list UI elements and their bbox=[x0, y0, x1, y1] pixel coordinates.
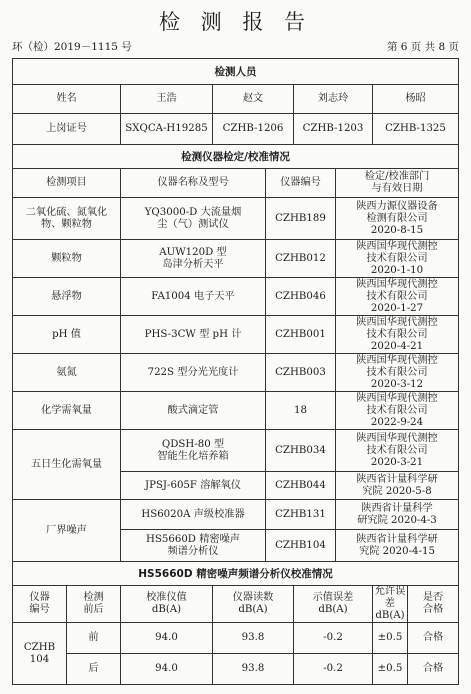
cert-number: CZHB-1325 bbox=[373, 114, 459, 145]
person-name: 王浩 bbox=[121, 85, 213, 114]
instrument-number: CZHB034 bbox=[266, 430, 336, 472]
col-header-cal-value bbox=[121, 586, 213, 623]
calibration-dept-line: 技术有限公司 bbox=[366, 328, 428, 340]
col-header-phase-line: 前后 bbox=[83, 604, 104, 615]
instrument-name-line: QDSH-80 型 bbox=[161, 438, 225, 450]
calibration-dept-line: 陕西省计量科学 bbox=[361, 502, 433, 514]
calibration-dept-line: 技术有限公司 bbox=[366, 252, 428, 264]
instrument-no-line: CZHB bbox=[23, 641, 56, 653]
calibration-dept-line: 陕西国华现代测控 bbox=[356, 316, 438, 328]
calibration-row bbox=[13, 430, 459, 472]
test-item: 颗粒物 bbox=[13, 240, 121, 278]
instrument-name-line: AUW120D 型 bbox=[159, 246, 227, 258]
calibration-row bbox=[13, 500, 459, 530]
instrument-no-line: 104 bbox=[29, 653, 50, 665]
cert-number: CZHB-1203 bbox=[294, 114, 373, 145]
calibration-dept-line: 究院 2020-4-15 bbox=[359, 545, 435, 557]
person-name: 杨昭 bbox=[373, 85, 459, 114]
calibration-dept-line: 研究院 2020-4-3 bbox=[357, 514, 437, 526]
instrument-name: HS6020A 声级校准器 bbox=[121, 500, 266, 530]
col-header-cal-value-line: dB(A) bbox=[151, 604, 182, 615]
test-item: 化学需氧量 bbox=[13, 392, 121, 430]
cal-value: 94.0 bbox=[121, 654, 213, 685]
name-label: 姓名 bbox=[13, 85, 121, 114]
calibration-dept-line: 技术有限公司 bbox=[366, 404, 428, 416]
qualified: 合格 bbox=[408, 623, 459, 654]
instrument-name-line: 频谱分析仪 bbox=[167, 545, 219, 557]
col-header-error-line: dB(A) bbox=[318, 604, 348, 615]
instrument-name bbox=[121, 430, 266, 472]
calibration-dept-line: 陕西国华现代测控 bbox=[356, 278, 438, 290]
calibration-dept-line: 2022-9-24 bbox=[370, 416, 424, 428]
phase: 前 bbox=[67, 623, 121, 654]
instrument-number: CZHB003 bbox=[266, 354, 336, 392]
instrument-name: FA1004 电子天平 bbox=[121, 278, 266, 316]
calibration-dept-line: 陕西省计量科学研 bbox=[356, 533, 438, 545]
calibration-dept bbox=[336, 500, 459, 530]
page-info: 第 6 页 共 8 页 bbox=[386, 41, 459, 53]
phase: 后 bbox=[67, 654, 121, 685]
calibration-dept-line: 究院 2020-5-8 bbox=[362, 485, 432, 497]
calibration-dept-line: 2020-1-27 bbox=[370, 302, 424, 314]
allowed-error: ±0.5 bbox=[373, 623, 408, 654]
instrument-name-line: 岛津分析天平 bbox=[162, 258, 224, 270]
dept-header-line: 检定/校准部门 bbox=[364, 171, 430, 182]
col-header-instrument: 仪器名称及型号 bbox=[121, 169, 266, 198]
calibration-row bbox=[13, 278, 459, 316]
calibration-dept-line: 技术有限公司 bbox=[366, 290, 428, 302]
test-item: 五日生化需氧量 bbox=[13, 430, 121, 500]
instrument-name-line: YQ3000-D 大流量烟 bbox=[144, 206, 242, 218]
dept-header-line: 与有效日期 bbox=[371, 183, 423, 194]
instrument-number: 18 bbox=[266, 392, 336, 430]
allowed-error: ±0.5 bbox=[373, 654, 408, 685]
instrument-number: CZHB044 bbox=[266, 472, 336, 500]
calibration-dept-line: 2020-3-21 bbox=[370, 456, 424, 468]
test-item-line: 物、颗粒物 bbox=[41, 218, 92, 230]
test-item: 悬浮物 bbox=[13, 278, 121, 316]
calibration-dept bbox=[336, 472, 459, 500]
col-header-reading bbox=[213, 586, 294, 623]
report-number: 环（检）2019－1115 号 bbox=[12, 41, 132, 53]
instrument-number: CZHB104 bbox=[266, 530, 336, 562]
col-header-error bbox=[294, 586, 373, 623]
col-header-ok-line: 是否 bbox=[422, 592, 444, 603]
calibration-dept bbox=[336, 198, 459, 240]
instrument-number: CZHB131 bbox=[266, 500, 336, 530]
person-name: 赵文 bbox=[213, 85, 294, 114]
document-title: 检 测 报 告 bbox=[158, 10, 313, 34]
calibration-dept bbox=[336, 316, 459, 354]
calibration-dept-line: 陕西国华现代测控 bbox=[356, 240, 438, 252]
instrument-number: CZHB046 bbox=[266, 278, 336, 316]
col-header-allowed-line: 允许误差 bbox=[374, 586, 406, 609]
col-header-allowed bbox=[373, 586, 408, 623]
personnel-name-row bbox=[13, 85, 459, 114]
instrument-name: 722S 型分光光度计 bbox=[121, 354, 266, 392]
instrument-name-line: HS5660D 精密噪声 bbox=[146, 533, 240, 545]
col-header-instrument-no bbox=[13, 586, 67, 623]
calibration-dept-line: 陕西国华现代测控 bbox=[356, 354, 438, 366]
calibration-dept-line: 2020-8-15 bbox=[370, 224, 424, 236]
instrument-no bbox=[13, 623, 67, 685]
col-header-instrument-no-line: 仪器 bbox=[29, 592, 50, 603]
test-item: 氨氮 bbox=[13, 354, 121, 392]
cert-label: 上岗证号 bbox=[13, 114, 121, 145]
instrument-name: PHS-3CW 型 pH 计 bbox=[121, 316, 266, 354]
calibration-dept-line: 陕西力源仪器设备 bbox=[356, 200, 438, 212]
instrument-name bbox=[121, 530, 266, 562]
report-table bbox=[12, 58, 459, 685]
col-header-ok-line: 合格 bbox=[422, 604, 444, 615]
calibration-row bbox=[13, 316, 459, 354]
indication-error: -0.2 bbox=[294, 623, 373, 654]
calibration-dept bbox=[336, 278, 459, 316]
col-header-ok bbox=[408, 586, 459, 623]
col-header-cal-value-line: 校准仪值 bbox=[146, 592, 187, 603]
instrument-number: CZHB189 bbox=[266, 198, 336, 240]
calibration-dept bbox=[336, 392, 459, 430]
calibration-dept bbox=[336, 240, 459, 278]
col-header-reading-line: dB(A) bbox=[238, 604, 268, 615]
instrument-name bbox=[121, 240, 266, 278]
analyzer-row bbox=[13, 623, 459, 654]
calibration-row bbox=[13, 354, 459, 392]
col-header-dept bbox=[336, 169, 459, 198]
calibration-dept-line: 陕西国华现代测控 bbox=[356, 432, 438, 444]
test-item bbox=[13, 198, 121, 240]
reading: 93.8 bbox=[213, 654, 294, 685]
instrument-name-line: 尘（气）测试仪 bbox=[157, 218, 229, 230]
indication-error: -0.2 bbox=[294, 654, 373, 685]
instrument-name: 酸式滴定管 bbox=[121, 392, 266, 430]
calibration-dept-line: 技术有限公司 bbox=[366, 366, 428, 378]
calibration-dept bbox=[336, 530, 459, 562]
cert-number: SXQCA-H19285 bbox=[121, 114, 213, 145]
calibration-dept-line: 检测有限公司 bbox=[366, 212, 428, 224]
instrument-name-line: 智能生化培养箱 bbox=[157, 450, 229, 462]
personnel-section-title: 检测人员 bbox=[13, 59, 459, 85]
cal-value: 94.0 bbox=[121, 623, 213, 654]
calibration-row bbox=[13, 240, 459, 278]
cert-number: CZHB-1206 bbox=[213, 114, 294, 145]
analyzer-row bbox=[13, 654, 459, 685]
calibration-dept bbox=[336, 354, 459, 392]
test-item: pH 值 bbox=[13, 316, 121, 354]
col-header-phase bbox=[67, 586, 121, 623]
calibration-dept-line: 2020-4-21 bbox=[370, 340, 424, 352]
calibration-dept-line: 技术有限公司 bbox=[366, 444, 428, 456]
qualified: 合格 bbox=[408, 654, 459, 685]
reading: 93.8 bbox=[213, 623, 294, 654]
instrument-name: JPSJ-605F 溶解氧仪 bbox=[121, 472, 266, 500]
instrument-number: CZHB012 bbox=[266, 240, 336, 278]
calibration-header-row bbox=[13, 169, 459, 198]
calibration-row bbox=[13, 392, 459, 430]
instrument-number: CZHB001 bbox=[266, 316, 336, 354]
calibration-section-title: 检测仪器检定/校准情况 bbox=[13, 145, 459, 169]
col-header-allowed-line: dB(A) bbox=[375, 610, 405, 621]
analyzer-section-title: HS5660D 精密噪声频谱分析仪校准情况 bbox=[13, 562, 459, 586]
col-header-phase-line: 检测 bbox=[83, 592, 104, 603]
col-header-item: 检测项目 bbox=[13, 169, 121, 198]
col-header-reading-line: 仪器读数 bbox=[232, 592, 274, 603]
analyzer-header-row bbox=[13, 586, 459, 623]
calibration-dept-line: 2020-1-10 bbox=[370, 264, 424, 276]
calibration-dept-line: 陕西国华现代测控 bbox=[356, 392, 438, 404]
calibration-dept-line: 2020-3-12 bbox=[370, 378, 424, 390]
test-item: 厂界噪声 bbox=[13, 500, 121, 562]
calibration-dept bbox=[336, 430, 459, 472]
test-item-line: 二氧化硫、氮氧化 bbox=[25, 206, 108, 218]
col-header-number: 仪器编号 bbox=[266, 169, 336, 198]
col-header-instrument-no-line: 编号 bbox=[29, 604, 50, 615]
col-header-error-line: 示值误差 bbox=[312, 592, 354, 603]
calibration-dept-line: 陕西省计量科学研 bbox=[356, 473, 438, 485]
personnel-cert-row bbox=[13, 114, 459, 145]
calibration-row bbox=[13, 198, 459, 240]
person-name: 刘志玲 bbox=[294, 85, 373, 114]
instrument-name bbox=[121, 198, 266, 240]
